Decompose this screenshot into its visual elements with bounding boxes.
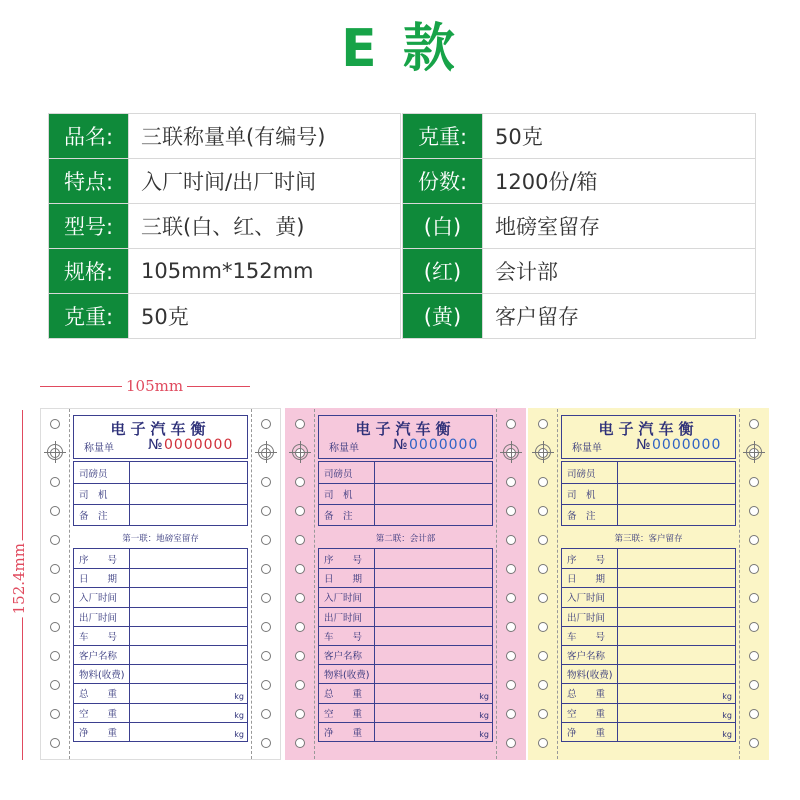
row-label: 出厂时间 bbox=[74, 608, 130, 626]
registration-mark-icon bbox=[292, 444, 308, 460]
spec-row bbox=[403, 114, 756, 159]
punch-hole-icon bbox=[50, 622, 60, 632]
weighing-table bbox=[73, 548, 248, 742]
punch-hole-icon bbox=[295, 709, 305, 719]
row-value bbox=[130, 684, 247, 702]
row-value bbox=[130, 646, 247, 664]
spec-key: (黄) bbox=[403, 294, 483, 339]
punch-hole-icon bbox=[538, 506, 548, 516]
punch-hole-icon bbox=[50, 419, 60, 429]
punch-hole-icon bbox=[749, 651, 759, 661]
table-row bbox=[562, 462, 735, 483]
table-row bbox=[562, 683, 735, 702]
row-value bbox=[375, 684, 492, 702]
spec-value: 50克 bbox=[483, 114, 756, 159]
table-row bbox=[319, 683, 492, 702]
punch-hole-icon bbox=[538, 680, 548, 690]
spec-row bbox=[49, 204, 401, 249]
unit-label: kg bbox=[234, 691, 244, 701]
punch-hole-icon bbox=[538, 419, 548, 429]
punch-hole-icon bbox=[295, 535, 305, 545]
punch-hole-icon bbox=[506, 506, 516, 516]
row-value bbox=[618, 646, 735, 664]
row-label: 入厂时间 bbox=[562, 588, 618, 606]
form-copy-3 bbox=[528, 408, 769, 760]
registration-mark-icon bbox=[258, 444, 274, 460]
table-row bbox=[319, 504, 492, 525]
punch-hole-icon bbox=[295, 738, 305, 748]
spec-row bbox=[403, 159, 756, 204]
punch-hole-icon bbox=[50, 680, 60, 690]
tractor-strip bbox=[740, 409, 768, 759]
spec-key: 品名: bbox=[49, 114, 129, 159]
staff-table bbox=[318, 461, 493, 526]
table-row bbox=[319, 645, 492, 664]
unit-label: kg bbox=[479, 710, 489, 720]
punch-hole-icon bbox=[295, 506, 305, 516]
staff-table bbox=[73, 461, 248, 526]
spec-key: 特点: bbox=[49, 159, 129, 204]
table-row bbox=[562, 703, 735, 722]
row-value bbox=[375, 588, 492, 606]
punch-hole-icon bbox=[538, 651, 548, 661]
punch-hole-icon bbox=[506, 477, 516, 487]
registration-mark-icon bbox=[47, 444, 63, 460]
punch-hole-icon bbox=[506, 709, 516, 719]
row-value bbox=[618, 627, 735, 645]
row-label: 司磅员 bbox=[74, 462, 130, 483]
perforation-line bbox=[251, 409, 252, 759]
row-value bbox=[130, 549, 247, 568]
unit-label: kg bbox=[722, 691, 732, 701]
row-label: 序 号 bbox=[319, 549, 375, 568]
serial-number: 0000000 bbox=[409, 437, 479, 453]
punch-hole-icon bbox=[295, 622, 305, 632]
spec-value: 50克 bbox=[129, 294, 401, 339]
punch-hole-icon bbox=[261, 622, 271, 632]
punch-hole-icon bbox=[50, 709, 60, 719]
punch-hole-icon bbox=[749, 709, 759, 719]
form-body bbox=[73, 409, 248, 759]
row-value bbox=[130, 704, 247, 722]
number-symbol: № bbox=[393, 437, 408, 453]
table-row bbox=[562, 483, 735, 504]
table-row bbox=[319, 607, 492, 626]
staff-table bbox=[561, 461, 736, 526]
tractor-strip bbox=[41, 409, 69, 759]
punch-hole-icon bbox=[506, 564, 516, 574]
punch-hole-icon bbox=[50, 738, 60, 748]
table-row bbox=[74, 483, 247, 504]
row-value bbox=[618, 549, 735, 568]
width-dimension bbox=[40, 379, 250, 393]
row-label: 车 号 bbox=[74, 627, 130, 645]
form-header bbox=[561, 415, 736, 459]
spec-value: 1200份/箱 bbox=[483, 159, 756, 204]
punch-hole-icon bbox=[261, 535, 271, 545]
punch-hole-icon bbox=[538, 622, 548, 632]
punch-hole-icon bbox=[506, 651, 516, 661]
punch-hole-icon bbox=[538, 593, 548, 603]
punch-hole-icon bbox=[538, 709, 548, 719]
spec-row bbox=[49, 114, 401, 159]
form-header bbox=[73, 415, 248, 459]
table-row bbox=[562, 607, 735, 626]
height-label: 152.4mm bbox=[10, 540, 28, 617]
row-value bbox=[618, 723, 735, 741]
row-value bbox=[130, 505, 247, 525]
row-value bbox=[130, 627, 247, 645]
row-label: 入厂时间 bbox=[319, 588, 375, 606]
row-value bbox=[130, 665, 247, 683]
table-row bbox=[74, 462, 247, 483]
width-label: 105mm bbox=[122, 377, 187, 395]
row-label: 客户名称 bbox=[562, 646, 618, 664]
table-row bbox=[319, 664, 492, 683]
punch-hole-icon bbox=[749, 738, 759, 748]
spec-key: (白) bbox=[403, 204, 483, 249]
perforation-line bbox=[314, 409, 315, 759]
punch-hole-icon bbox=[50, 564, 60, 574]
row-value bbox=[375, 646, 492, 664]
unit-label: kg bbox=[479, 729, 489, 739]
row-value bbox=[375, 569, 492, 587]
row-value bbox=[130, 608, 247, 626]
table-row bbox=[562, 568, 735, 587]
punch-hole-icon bbox=[295, 593, 305, 603]
row-value bbox=[618, 704, 735, 722]
spec-value: 会计部 bbox=[483, 249, 756, 294]
tractor-strip bbox=[252, 409, 280, 759]
row-value bbox=[618, 484, 735, 504]
row-label: 司 机 bbox=[74, 484, 130, 504]
table-row bbox=[319, 549, 492, 568]
table-row bbox=[74, 626, 247, 645]
punch-hole-icon bbox=[261, 564, 271, 574]
punch-hole-icon bbox=[295, 680, 305, 690]
punch-hole-icon bbox=[261, 419, 271, 429]
unit-label: kg bbox=[479, 691, 489, 701]
punch-hole-icon bbox=[295, 564, 305, 574]
table-row bbox=[562, 664, 735, 683]
punch-hole-icon bbox=[506, 680, 516, 690]
form-copy-2 bbox=[285, 408, 526, 760]
row-label: 车 号 bbox=[319, 627, 375, 645]
punch-hole-icon bbox=[506, 593, 516, 603]
punch-hole-icon bbox=[295, 651, 305, 661]
spec-table-left bbox=[48, 113, 401, 339]
row-value bbox=[618, 462, 735, 483]
spec-key: 克重: bbox=[49, 294, 129, 339]
row-label: 序 号 bbox=[74, 549, 130, 568]
row-label: 序 号 bbox=[562, 549, 618, 568]
punch-hole-icon bbox=[538, 477, 548, 487]
form-body bbox=[561, 409, 736, 759]
row-label: 出厂时间 bbox=[562, 608, 618, 626]
spec-value: 105mm*152mm bbox=[129, 249, 401, 294]
punch-hole-icon bbox=[506, 419, 516, 429]
table-row bbox=[74, 683, 247, 702]
row-label: 司 机 bbox=[319, 484, 375, 504]
table-row bbox=[562, 626, 735, 645]
row-label: 客户名称 bbox=[319, 646, 375, 664]
row-value bbox=[618, 608, 735, 626]
table-row bbox=[562, 722, 735, 741]
row-value bbox=[375, 462, 492, 483]
row-label: 总 重 bbox=[74, 684, 130, 702]
row-label: 物料(收费) bbox=[562, 665, 618, 683]
table-row bbox=[74, 645, 247, 664]
spec-key: 份数: bbox=[403, 159, 483, 204]
punch-hole-icon bbox=[538, 535, 548, 545]
spec-value: 三联(白、红、黄) bbox=[129, 204, 401, 249]
punch-hole-icon bbox=[261, 651, 271, 661]
registration-mark-icon bbox=[535, 444, 551, 460]
spec-key: 型号: bbox=[49, 204, 129, 249]
punch-hole-icon bbox=[749, 419, 759, 429]
spec-value: 客户留存 bbox=[483, 294, 756, 339]
punch-hole-icon bbox=[295, 419, 305, 429]
table-row bbox=[74, 607, 247, 626]
row-value bbox=[130, 462, 247, 483]
table-row bbox=[562, 587, 735, 606]
spec-row bbox=[49, 294, 401, 339]
punch-hole-icon bbox=[50, 477, 60, 487]
row-label: 物料(收费) bbox=[319, 665, 375, 683]
table-row bbox=[319, 722, 492, 741]
row-label: 净 重 bbox=[562, 723, 618, 741]
tractor-strip bbox=[497, 409, 525, 759]
table-row bbox=[74, 549, 247, 568]
row-label: 备 注 bbox=[319, 505, 375, 525]
punch-hole-icon bbox=[506, 535, 516, 545]
form-body bbox=[318, 409, 493, 759]
punch-hole-icon bbox=[749, 535, 759, 545]
row-label: 车 号 bbox=[562, 627, 618, 645]
registration-mark-icon bbox=[746, 444, 762, 460]
punch-hole-icon bbox=[261, 593, 271, 603]
serial-number: 0000000 bbox=[164, 437, 234, 453]
form-header bbox=[318, 415, 493, 459]
punch-hole-icon bbox=[506, 622, 516, 632]
punch-hole-icon bbox=[261, 477, 271, 487]
table-row bbox=[74, 568, 247, 587]
table-row bbox=[319, 587, 492, 606]
row-value bbox=[130, 588, 247, 606]
punch-hole-icon bbox=[749, 477, 759, 487]
weighing-table bbox=[561, 548, 736, 742]
unit-label: kg bbox=[234, 729, 244, 739]
punch-hole-icon bbox=[749, 564, 759, 574]
weighing-table bbox=[318, 548, 493, 742]
row-label: 客户名称 bbox=[74, 646, 130, 664]
ticket-label: 称量单 bbox=[572, 443, 602, 454]
punch-hole-icon bbox=[50, 651, 60, 661]
punch-hole-icon bbox=[50, 535, 60, 545]
row-label: 备 注 bbox=[74, 505, 130, 525]
row-value bbox=[618, 569, 735, 587]
number-symbol: № bbox=[636, 437, 651, 453]
table-row bbox=[319, 462, 492, 483]
spec-key: 规格: bbox=[49, 249, 129, 294]
ticket-label: 称量单 bbox=[329, 443, 359, 454]
form-title: 电子汽车衡 bbox=[598, 420, 699, 438]
row-label: 空 重 bbox=[319, 704, 375, 722]
row-value bbox=[618, 588, 735, 606]
row-label: 司 机 bbox=[562, 484, 618, 504]
copy-label: 第二联：会计部 bbox=[375, 534, 436, 544]
punch-hole-icon bbox=[261, 738, 271, 748]
table-row bbox=[319, 483, 492, 504]
row-label: 司磅员 bbox=[319, 462, 375, 483]
table-row bbox=[562, 645, 735, 664]
unit-label: kg bbox=[722, 710, 732, 720]
row-value bbox=[375, 549, 492, 568]
table-row bbox=[74, 722, 247, 741]
row-label: 日 期 bbox=[319, 569, 375, 587]
punch-hole-icon bbox=[261, 680, 271, 690]
punch-hole-icon bbox=[295, 477, 305, 487]
row-label: 净 重 bbox=[74, 723, 130, 741]
form-title: 电子汽车衡 bbox=[110, 420, 211, 438]
row-value bbox=[375, 665, 492, 683]
table-row bbox=[74, 504, 247, 525]
punch-hole-icon bbox=[261, 506, 271, 516]
row-value bbox=[375, 723, 492, 741]
row-value bbox=[375, 627, 492, 645]
row-value bbox=[618, 665, 735, 683]
perforation-line bbox=[557, 409, 558, 759]
row-value bbox=[130, 484, 247, 504]
row-value bbox=[375, 704, 492, 722]
height-dimension bbox=[10, 410, 32, 760]
spec-row bbox=[49, 249, 401, 294]
punch-hole-icon bbox=[749, 622, 759, 632]
table-row bbox=[562, 549, 735, 568]
spec-table-right bbox=[402, 113, 756, 339]
punch-hole-icon bbox=[749, 506, 759, 516]
serial-number: 0000000 bbox=[652, 437, 722, 453]
ticket-label: 称量单 bbox=[84, 443, 114, 454]
punch-hole-icon bbox=[50, 506, 60, 516]
row-label: 总 重 bbox=[562, 684, 618, 702]
table-row bbox=[74, 587, 247, 606]
row-value bbox=[375, 505, 492, 525]
row-value bbox=[375, 484, 492, 504]
spec-value: 三联称量单(有编号) bbox=[129, 114, 401, 159]
table-row bbox=[319, 703, 492, 722]
unit-label: kg bbox=[722, 729, 732, 739]
row-value bbox=[618, 505, 735, 525]
table-row bbox=[562, 504, 735, 525]
spec-value: 入厂时间/出厂时间 bbox=[129, 159, 401, 204]
punch-hole-icon bbox=[50, 593, 60, 603]
spec-row bbox=[403, 204, 756, 249]
punch-hole-icon bbox=[506, 738, 516, 748]
row-label: 日 期 bbox=[562, 569, 618, 587]
row-label: 备 注 bbox=[562, 505, 618, 525]
row-label: 出厂时间 bbox=[319, 608, 375, 626]
row-label: 总 重 bbox=[319, 684, 375, 702]
row-label: 司磅员 bbox=[562, 462, 618, 483]
row-label: 日 期 bbox=[74, 569, 130, 587]
row-value bbox=[130, 569, 247, 587]
spec-key: 克重: bbox=[403, 114, 483, 159]
row-label: 净 重 bbox=[319, 723, 375, 741]
perforation-line bbox=[739, 409, 740, 759]
row-label: 入厂时间 bbox=[74, 588, 130, 606]
spec-value: 地磅室留存 bbox=[483, 204, 756, 249]
table-row bbox=[74, 664, 247, 683]
punch-hole-icon bbox=[538, 564, 548, 574]
spec-row bbox=[403, 294, 756, 339]
row-label: 空 重 bbox=[562, 704, 618, 722]
spec-row bbox=[49, 159, 401, 204]
form-copy-1 bbox=[40, 408, 281, 760]
punch-hole-icon bbox=[261, 709, 271, 719]
row-label: 物料(收费) bbox=[74, 665, 130, 683]
spec-row bbox=[403, 249, 756, 294]
row-value bbox=[618, 684, 735, 702]
perforation-line bbox=[69, 409, 70, 759]
spec-key: (红) bbox=[403, 249, 483, 294]
punch-hole-icon bbox=[749, 680, 759, 690]
punch-hole-icon bbox=[538, 738, 548, 748]
row-label: 空 重 bbox=[74, 704, 130, 722]
table-row bbox=[319, 568, 492, 587]
form-title: 电子汽车衡 bbox=[355, 420, 456, 438]
row-value bbox=[375, 608, 492, 626]
perforation-line bbox=[496, 409, 497, 759]
tractor-strip bbox=[286, 409, 314, 759]
punch-hole-icon bbox=[749, 593, 759, 603]
tractor-strip bbox=[529, 409, 557, 759]
number-symbol: № bbox=[148, 437, 163, 453]
registration-mark-icon bbox=[503, 444, 519, 460]
page-title: E 款 bbox=[341, 19, 459, 79]
unit-label: kg bbox=[234, 710, 244, 720]
table-row bbox=[319, 626, 492, 645]
row-value bbox=[130, 723, 247, 741]
table-row bbox=[74, 703, 247, 722]
copy-label: 第三联：客户留存 bbox=[614, 534, 683, 544]
copy-label: 第一联：地磅室留存 bbox=[122, 534, 199, 544]
